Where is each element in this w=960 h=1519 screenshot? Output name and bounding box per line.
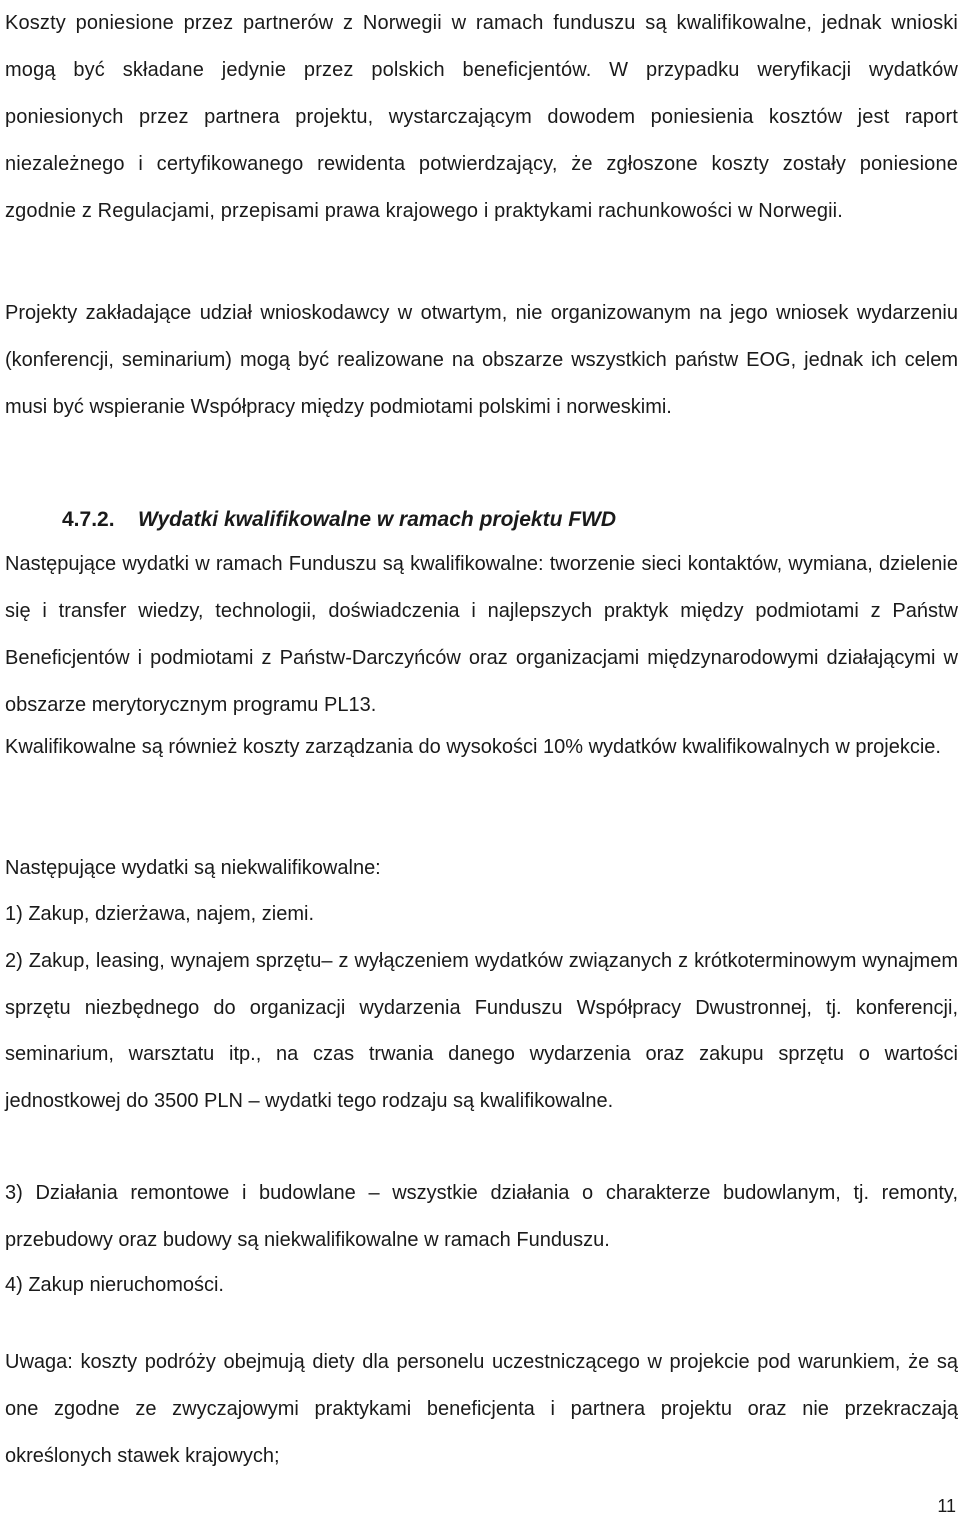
ineligible-item-2: 2) Zakup, leasing, wynajem sprzętu– z wyłączeniem wydatków związanych z krótkoterminowym wynajmem sprzętu niezbędnego do organizacji wydarzenia Funduszu Współpracy Dwustronnej, tj. konferencji, seminarium, warsztatu itp., na czas trwania danego wydarzenia oraz zakupu sprzętu o wartości jednostkowej do 3500 PLN – wydatki tego rodzaju są kwalifikowalne. xyxy=(5,950,958,1112)
paragraph-eligible-costs: Następujące wydatki w ramach Funduszu są kwalifikowalne: tworzenie sieci kontaktów, wymiana, dzielenie się i transfer wiedzy, technologii, doświadczenia i najlepszych praktyk między podmiotami z Państw Beneficjentów i podmiotami z Państw-Darczyńców oraz organizacjami międzynarodowymi działającymi w obszarze merytorycznym programu PL13. xyxy=(5,553,958,716)
ineligible-list-title: Następujące wydatki są niekwalifikowalne: xyxy=(5,857,381,879)
page-number: 11 xyxy=(937,1496,956,1516)
section-title: Wydatki kwalifikowalne w ramach projektu FWD xyxy=(138,508,617,531)
ineligible-item-3: 3) Działania remontowe i budowlane – wszystkie działania o charakterze budowlanym, tj. remonty, przebudowy oraz budowy są niekwalifikowalne w ramach Funduszu. xyxy=(5,1182,958,1251)
ineligible-item-1: 1) Zakup, dzierżawa, najem, ziemi. xyxy=(5,903,315,925)
paragraph-management-costs: Kwalifikowalne są również koszty zarządzania do wysokości 10% wydatków kwalifikowalnych w projekcie. xyxy=(5,736,941,758)
ineligible-item-4: 4) Zakup nieruchomości. xyxy=(5,1274,224,1296)
section-number: 4.7.2. xyxy=(62,508,115,531)
paragraph-note: Uwaga: koszty podróży obejmują diety dla personelu uczestniczącego w projekcie pod warunkiem, że są one zgodne ze zwyczajowymi praktykami beneficjenta i partnera projektu oraz nie przekraczają określonych stawek krajowych; xyxy=(5,1351,958,1467)
paragraph-norway-costs: Koszty poniesione przez partnerów z Norwegii w ramach funduszu są kwalifikowalne, jednak wnioski mogą być składane jedynie przez polskich beneficjentów. W przypadku weryfikacji wydatków poniesionych przez partnera projektu, wystarczającym dowodem poniesienia kosztów jest raport niezależnego i certyfikowanego rewidenta potwierdzający, że zgłoszone koszty zostały poniesione zgodnie z Regulacjami, przepisami prawa krajowego i praktykami rachunkowości w Norwegii. xyxy=(5,12,958,222)
section-heading xyxy=(62,496,616,543)
paragraph-events: Projekty zakładające udział wnioskodawcy w otwartym, nie organizowanym na jego wniosek wydarzeniu (konferencji, seminarium) mogą być realizowane na obszarze wszystkich państw EOG, jednak ich celem musi być wspieranie Współpracy między podmiotami polskimi i norweskimi. xyxy=(5,302,958,418)
